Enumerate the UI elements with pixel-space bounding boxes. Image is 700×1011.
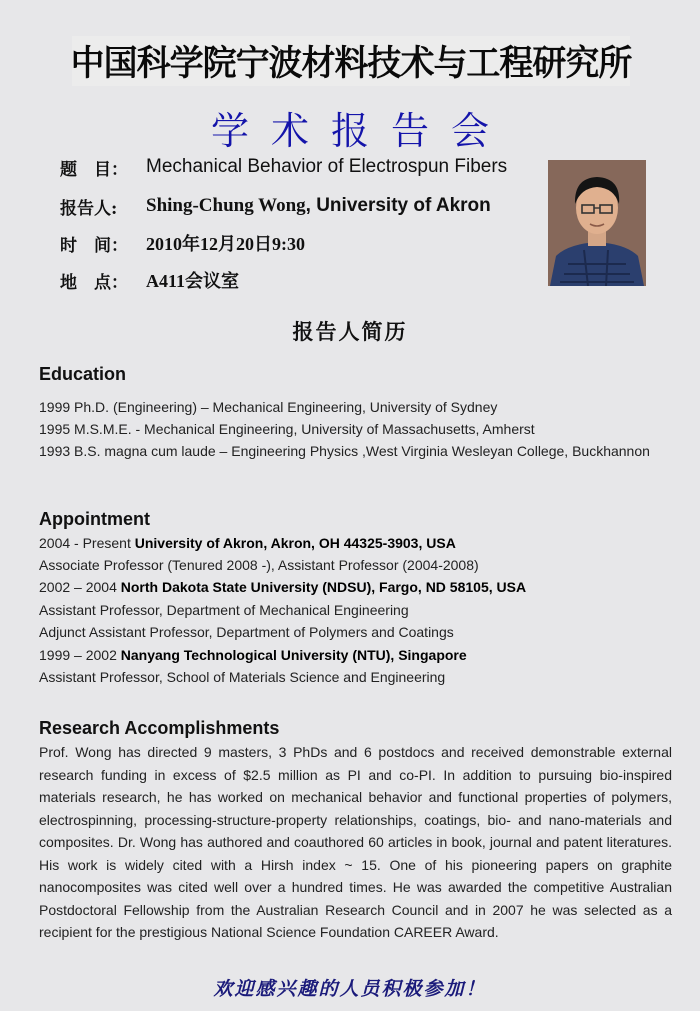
appointment-line: Assistant Professor, School of Materials Science and Engineering (39, 669, 446, 685)
education-line: 1995 M.S.M.E. - Mechanical Engineering, University of Massachusetts, Amherst (39, 421, 535, 437)
speaker-photo (548, 160, 646, 286)
education-list (39, 396, 672, 462)
appointment-institution: Nanyang Technological University (NTU), Singapore (120, 647, 467, 663)
education-heading: Education (39, 364, 127, 384)
education-line: 1993 B.S. magna cum laude – Engineering Physics ,West Virginia Wesleyan College, Buckhannon (39, 443, 650, 459)
appointment-line: Associate Professor (Tenured 2008 -), Assistant Professor (2004-2008) (39, 557, 479, 573)
speaker-affiliation: , University of Akron (305, 195, 491, 216)
appointment-line: Adjunct Assistant Professor, Department of Polymers and Coatings (39, 624, 454, 640)
topic-label: 题 目： (60, 159, 128, 180)
topic-value: Mechanical Behavior of Electrospun Fibers (146, 156, 508, 177)
place-row (60, 267, 239, 293)
research-paragraph: Prof. Wong has directed 9 masters, 3 PhDs and 6 postdocs and received demonstrable external research funding in excess of $2.5 million as PI and co-PI. In addition to pursuing bio-inspired materials research, he has worked on mechanical behavior and functional properties of polymers, electrospinning, processing-structure-property relationships, coatings, bio- and nano-materials and composites. Dr. Wong has authored and coauthored 60 articles in book, journal and patent literatures. His work is widely cited with a Hirsh index ~ 15. One of his pioneering papers on graphite nanocomposites was cited well over a hundred times. He was awarded the competitive Australian Postdoctoral Fellowship from the Australian Research Council and in 2007 he was selected as a recipient for the prestigious National Science Foundation CAREER Award. (39, 744, 672, 940)
appointment-institution: University of Akron, Akron, OH 44325-3903, USA (134, 535, 456, 551)
appointment-line (39, 644, 467, 666)
bio-heading: 报告人简历 (292, 319, 408, 344)
speaker-label: 报告人: (60, 198, 118, 219)
event-title: 学术报告会 (210, 109, 511, 153)
institute-banner (72, 36, 630, 86)
appointment-heading: Appointment (39, 509, 150, 529)
time-value: 2010年12月20日9:30 (146, 234, 305, 254)
appointment-line: Assistant Professor, Department of Mechanical Engineering (39, 602, 409, 618)
appointment-dates: 2004 - Present (39, 535, 135, 551)
topic-row (60, 154, 507, 180)
appointment-dates: 2002 – 2004 (39, 579, 121, 595)
place-value: A411会议室 (146, 271, 240, 291)
welcome-footer: 欢迎感兴趣的人员积极参加！ (213, 978, 487, 1000)
time-row (60, 230, 305, 256)
institute-name: 中国科学院宁波材料技术与工程研究所 (70, 43, 632, 84)
speaker-name: Shing-Chung Wong (146, 195, 306, 216)
appointment-line (39, 576, 526, 598)
education-line: 1999 Ph.D. (Engineering) – Mechanical Engineering, University of Sydney (39, 399, 498, 415)
research-heading: Research Accomplishments (39, 718, 280, 738)
appointment-line (39, 532, 456, 554)
place-label: 地 点： (60, 272, 128, 293)
appointment-institution: North Dakota State University (NDSU), Fargo, ND 58105, USA (120, 579, 527, 595)
speaker-row (60, 193, 491, 219)
time-label: 时 间： (60, 235, 128, 256)
appointment-dates: 1999 – 2002 (39, 647, 121, 663)
